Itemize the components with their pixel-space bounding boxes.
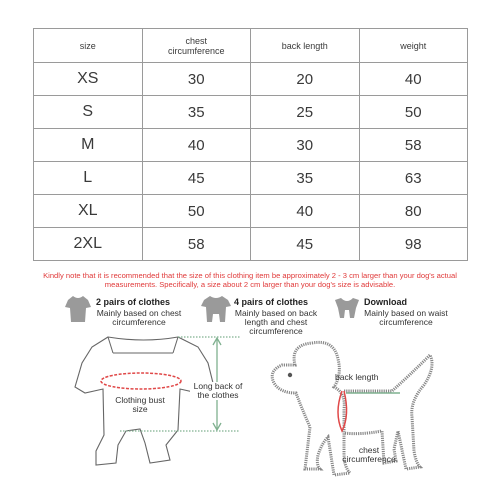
size-cell: 2XL bbox=[34, 228, 143, 261]
table-row bbox=[34, 63, 468, 96]
category-title-four: 4 pairs of clothes bbox=[234, 297, 309, 307]
header-back-length: back length bbox=[251, 29, 360, 63]
back-cell: 25 bbox=[251, 96, 360, 129]
chest-cell: 58 bbox=[142, 228, 251, 261]
weight-cell: 40 bbox=[359, 63, 468, 96]
category-title-two: 2 pairs of clothes bbox=[96, 297, 171, 307]
weight-cell: 58 bbox=[359, 129, 468, 162]
header-size: size bbox=[34, 29, 143, 63]
category-title-download: Download bbox=[364, 297, 407, 307]
table-row bbox=[34, 96, 468, 129]
table-header-row bbox=[34, 29, 468, 63]
chest-cell: 40 bbox=[142, 129, 251, 162]
category-sub-download: Mainly based on waist circumference bbox=[364, 308, 448, 327]
chest-cell: 30 bbox=[142, 63, 251, 96]
header-weight: weight bbox=[359, 29, 468, 63]
chest-cell: 45 bbox=[142, 162, 251, 195]
table-row bbox=[34, 129, 468, 162]
chest-cell: 50 bbox=[142, 195, 251, 228]
clothing-bust-label: Clothing bust size bbox=[115, 395, 165, 414]
size-cell: XL bbox=[34, 195, 143, 228]
size-cell: M bbox=[34, 129, 143, 162]
two-leg-shirt-icon bbox=[64, 294, 92, 324]
back-cell: 30 bbox=[251, 129, 360, 162]
table-row bbox=[34, 228, 468, 261]
header-chest: chest circumference bbox=[142, 29, 251, 63]
sizing-note: Kindly note that it is recommended that the size of this clothing item be approximately 2 - 3 cm larger than your dog's actual measurements. Specifically, a size about 2 cm larger than your dog's size is advisable. bbox=[43, 271, 457, 289]
size-cell: S bbox=[34, 96, 143, 129]
category-sub-four: Mainly based on back length and chest circumference bbox=[234, 308, 318, 336]
back-cell: 45 bbox=[251, 228, 360, 261]
weight-cell: 63 bbox=[359, 162, 468, 195]
weight-cell: 80 bbox=[359, 195, 468, 228]
table-row bbox=[34, 195, 468, 228]
chest-cell: 35 bbox=[142, 96, 251, 129]
weight-cell: 98 bbox=[359, 228, 468, 261]
dog-chest-label: chest circumference bbox=[342, 445, 396, 464]
table-row bbox=[34, 162, 468, 195]
back-cell: 20 bbox=[251, 63, 360, 96]
dog-measurement-diagram bbox=[260, 335, 500, 500]
size-cell: L bbox=[34, 162, 143, 195]
size-chart-table bbox=[33, 28, 468, 261]
chest-measure-ellipse bbox=[101, 373, 181, 389]
back-cell: 40 bbox=[251, 195, 360, 228]
back-cell: 35 bbox=[251, 162, 360, 195]
back-length-label: back length bbox=[335, 372, 379, 382]
size-cell: XS bbox=[34, 63, 143, 96]
category-sub-two: Mainly based on chest circumference bbox=[96, 308, 182, 327]
weight-cell: 50 bbox=[359, 96, 468, 129]
long-back-label: Long back of the clothes bbox=[190, 382, 246, 400]
